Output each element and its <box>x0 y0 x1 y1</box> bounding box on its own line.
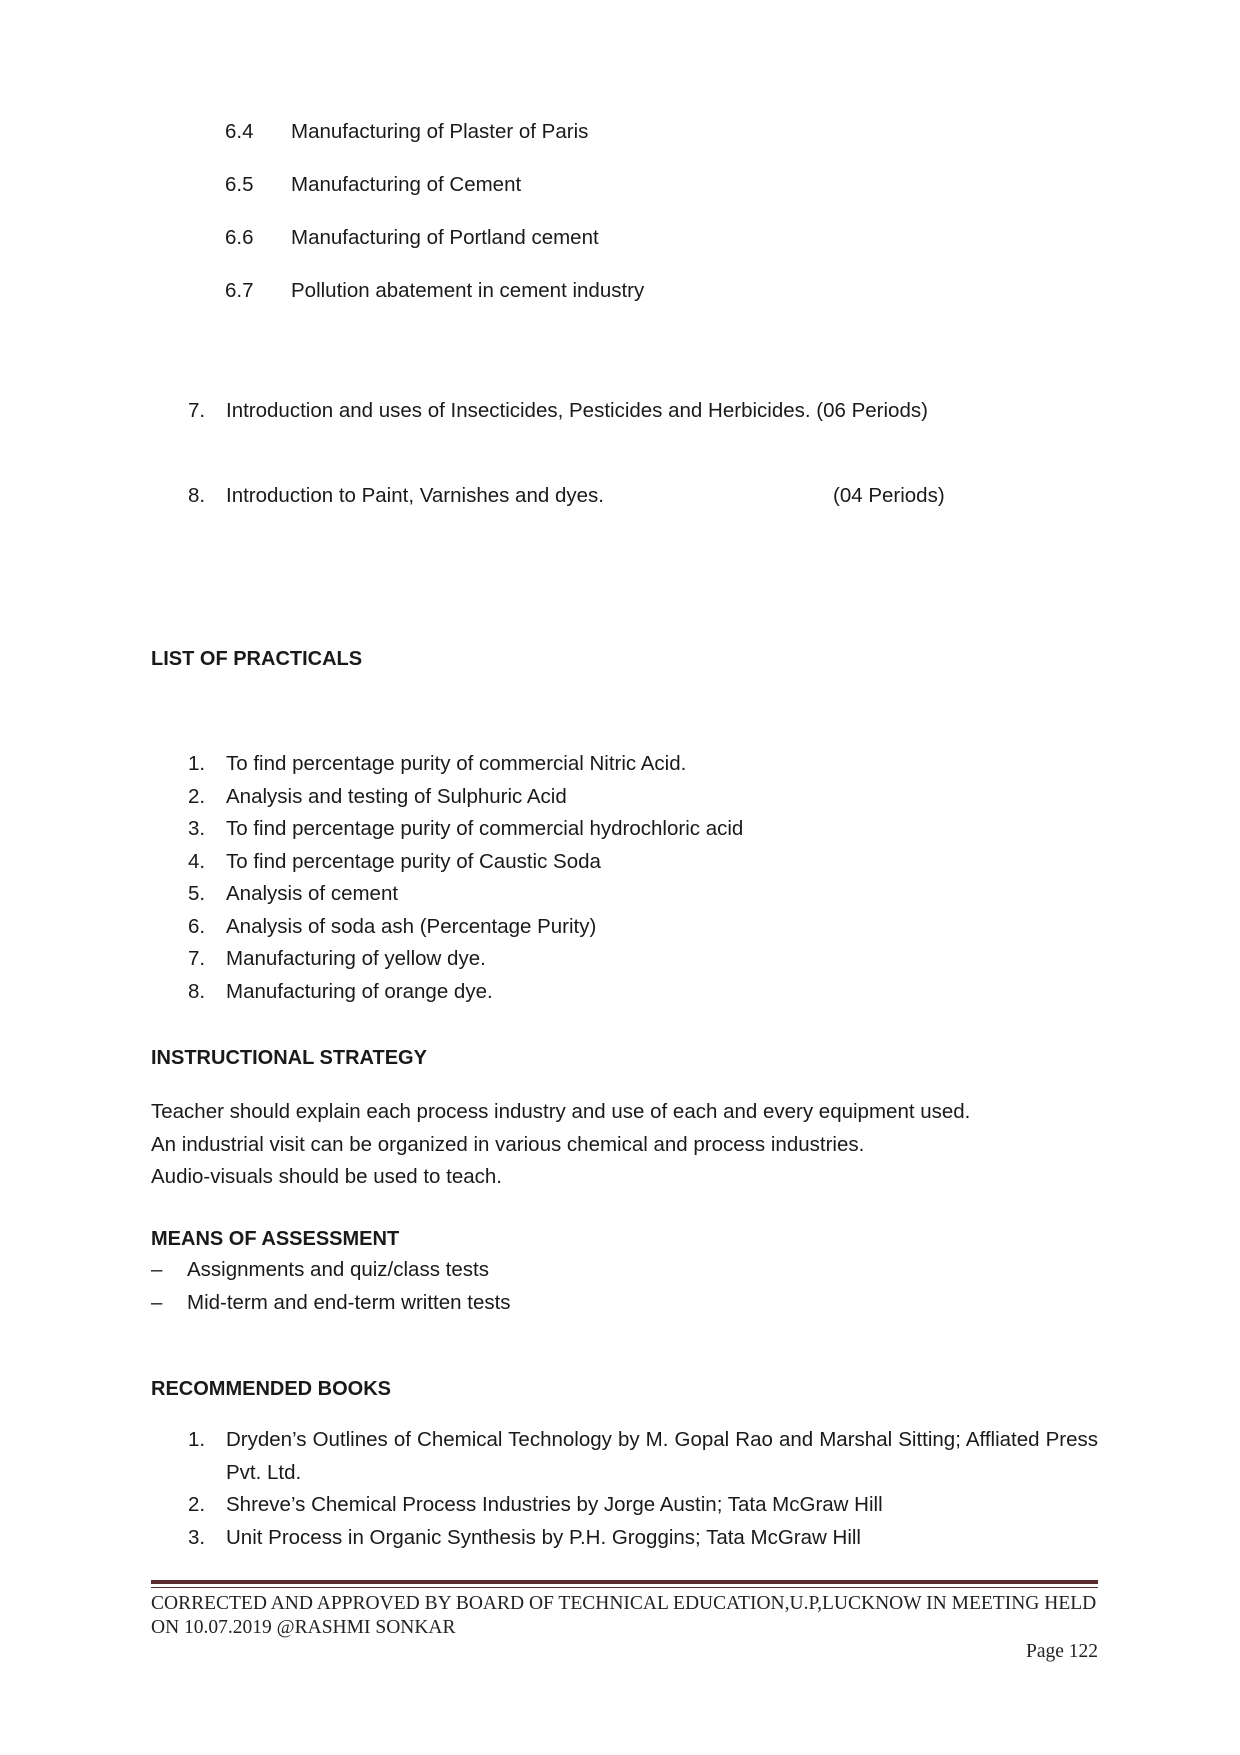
list-item-text: To find percentage purity of commercial Nitric Acid. <box>226 752 687 775</box>
subsection-text: Pollution abatement in cement industry <box>291 279 645 302</box>
topic-8 <box>188 482 1093 510</box>
books-list <box>188 1424 1098 1554</box>
list-item-number: 8. <box>188 979 206 1003</box>
topic-text: Introduction to Paint, Varnishes and dyes. <box>226 484 604 507</box>
list-item <box>188 878 743 911</box>
list-item <box>188 813 743 846</box>
subsection-6-5 <box>225 171 521 199</box>
subsection-number: 6.4 <box>225 120 254 143</box>
list-item-text: Manufacturing of orange dye. <box>226 979 493 1003</box>
list-item-text: Assignments and quiz/class tests <box>187 1258 489 1281</box>
subsection-number: 6.7 <box>225 279 254 302</box>
list-item-number: 7. <box>188 947 206 970</box>
list-item-number: 4. <box>188 849 206 873</box>
list-item-text: Manufacturing of yellow dye. <box>226 947 486 970</box>
list-item-text: Analysis of soda ash (Percentage Purity) <box>226 914 597 938</box>
list-item <box>188 781 743 814</box>
books-heading: RECOMMENDED BOOKS <box>151 1378 392 1400</box>
footer-rule-thick <box>151 1580 1098 1584</box>
topic-text: Introduction and uses of Insecticides, Pesticides and Herbicides. (06 Periods) <box>226 399 928 422</box>
strategy-line: Teacher should explain each process industry and use of each and every equipment used. <box>151 1100 971 1123</box>
subsection-number: 6.5 <box>225 173 254 196</box>
strategy-paragraph <box>151 1096 970 1194</box>
subsection-text: Manufacturing of Portland cement <box>291 226 599 249</box>
assessment-list <box>151 1254 511 1319</box>
list-item <box>188 911 743 944</box>
list-item-number: 3. <box>188 817 206 840</box>
list-item <box>188 846 743 879</box>
list-item <box>188 1424 1098 1489</box>
page-number: Page 122 <box>1025 1641 1098 1662</box>
list-item <box>151 1254 511 1287</box>
topic-number: 8. <box>188 484 206 507</box>
list-item-text: Shreve’s Chemical Process Industries by Jorge Austin; Tata McGraw Hill <box>226 1493 883 1516</box>
subsection-number: 6.6 <box>225 226 254 249</box>
practicals-list <box>188 748 743 1008</box>
list-item <box>188 943 743 976</box>
strategy-line: Audio-visuals should be used to teach. <box>151 1165 503 1188</box>
list-item-number: 1. <box>188 752 206 775</box>
list-item-text: Unit Process in Organic Synthesis by P.H. Groggins; Tata McGraw Hill <box>226 1525 861 1549</box>
assessment-heading: MEANS OF ASSESSMENT <box>151 1228 400 1250</box>
list-item-text: Mid-term and end-term written tests <box>187 1290 511 1314</box>
list-item-text: Dryden’s Outlines of Chemical Technology by M. Gopal Rao and Marshal Sitting; Affliated Press Pvt. Ltd. <box>226 1428 1098 1484</box>
list-item <box>188 748 743 781</box>
dash-bullet: – <box>151 1258 163 1281</box>
subsection-6-7 <box>225 277 644 305</box>
list-item-number: 1. <box>188 1428 206 1451</box>
list-item-number: 2. <box>188 1493 206 1516</box>
list-item-number: 3. <box>188 1525 206 1549</box>
list-item-text: To find percentage purity of Caustic Soda <box>226 849 601 873</box>
list-item <box>151 1287 511 1320</box>
topic-7 <box>188 397 1093 425</box>
topic-8-periods: (04 Periods) <box>833 484 945 507</box>
list-item <box>188 1489 1098 1522</box>
subsection-text: Manufacturing of Plaster of Paris <box>291 120 589 143</box>
footer-rule-thin <box>151 1587 1098 1588</box>
dash-bullet: – <box>151 1290 163 1314</box>
list-item-number: 5. <box>188 882 206 905</box>
strategy-line: An industrial visit can be organized in various chemical and process industries. <box>151 1132 865 1156</box>
list-item-number: 6. <box>188 914 206 938</box>
subsection-6-6 <box>225 224 599 252</box>
list-item <box>188 1522 1098 1555</box>
list-item <box>188 976 743 1009</box>
strategy-heading: INSTRUCTIONAL STRATEGY <box>151 1047 427 1069</box>
subsection-text: Manufacturing of Cement <box>291 173 522 196</box>
list-item-number: 2. <box>188 784 206 808</box>
practicals-heading: LIST OF PRACTICALS <box>151 648 363 670</box>
list-item-text: To find percentage purity of commercial hydrochloric acid <box>226 817 744 840</box>
subsection-6-4 <box>225 118 588 146</box>
list-item-text: Analysis of cement <box>226 882 399 905</box>
list-item-text: Analysis and testing of Sulphuric Acid <box>226 784 567 808</box>
footer-approval-text: CORRECTED AND APPROVED BY BOARD OF TECHNICAL EDUCATION,U.P,LUCKNOW IN MEETING HELD ON 10.07.2019 @RASHMI SONKAR <box>151 1593 1097 1638</box>
topic-number: 7. <box>188 399 206 422</box>
